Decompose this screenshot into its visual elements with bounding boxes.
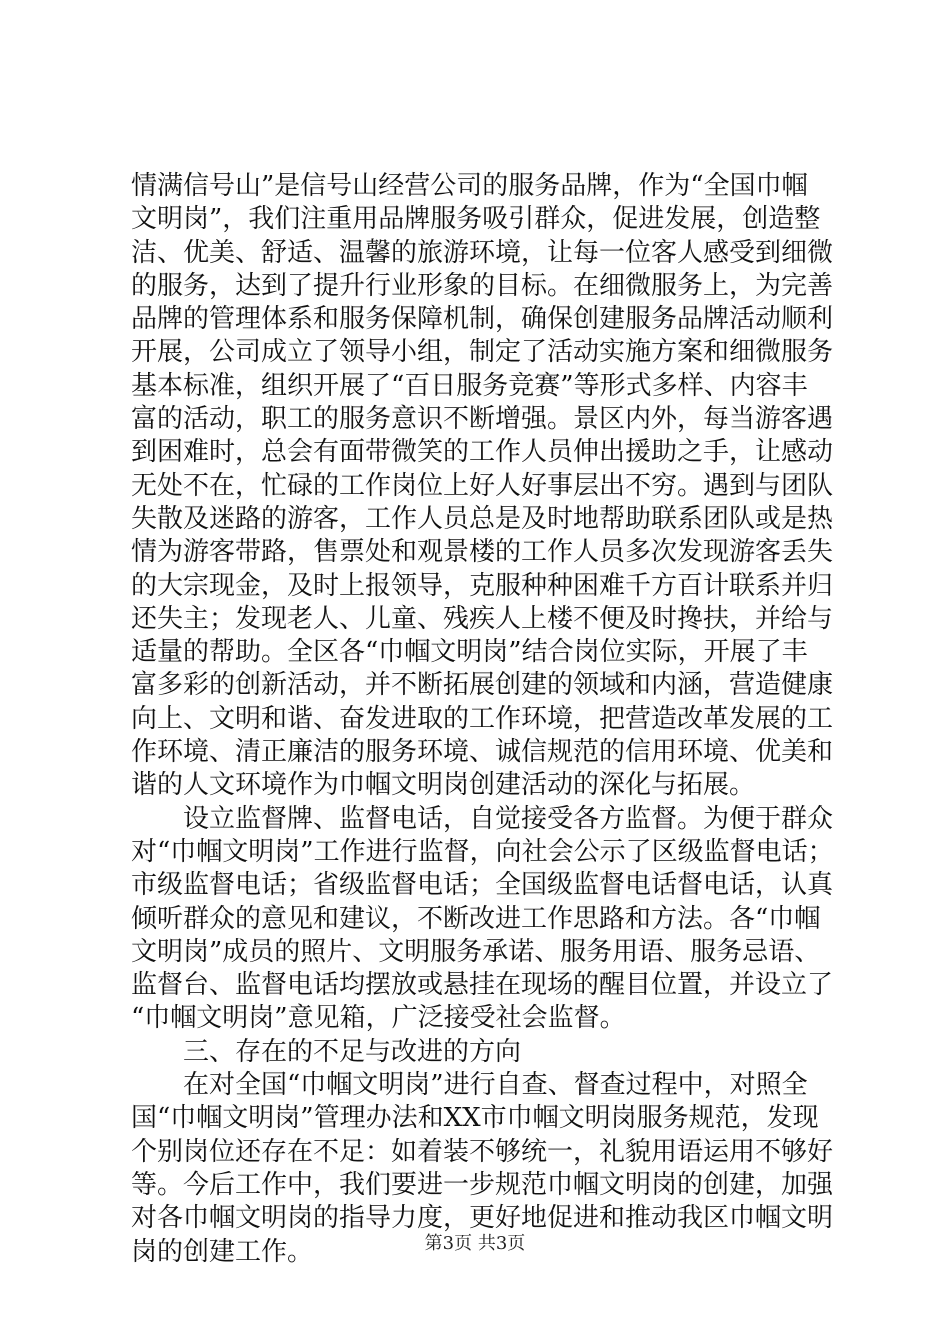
text-line: 对“巾帼文明岗”工作进行监督，向社会公示了区级监督电话； bbox=[131, 836, 834, 867]
text-line: 倾听群众的意见和建议，不断改进工作思路和方法。各“巾帼 bbox=[131, 903, 821, 934]
text-line: 开展，公司成立了领导小组，制定了活动实施方案和细微服务 bbox=[131, 337, 834, 368]
section-heading: 三、存在的不足与改进的方向 bbox=[183, 1036, 522, 1067]
text-line: 情满信号山”是信号山经营公司的服务品牌，作为“全国巾帼 bbox=[131, 171, 808, 201]
text-line: 还失主；发现老人、儿童、残疾人上楼不便及时搀扶，并给与 bbox=[131, 603, 834, 634]
page-footer bbox=[0, 1232, 950, 1256]
text-line: 基本标准，组织开展了“百日服务竞赛”等形式多样、内容丰 bbox=[131, 370, 808, 401]
text-line: 监督台、监督电话均摆放或悬挂在现场的醒目位置，并设立了 bbox=[131, 970, 834, 1001]
text-line: 无处不在，忙碌的工作岗位上好人好事层出不穷。遇到与团队 bbox=[131, 470, 834, 501]
text-line: 失散及迷路的游客，工作人员总是及时地帮助联系团队或是热 bbox=[131, 503, 834, 534]
text-line: 谐的人文环境作为巾帼文明岗创建活动的深化与拓展。 bbox=[131, 770, 756, 801]
paragraph-start-line: 设立监督牌、监督电话，自觉接受各方监督。为便于群众 bbox=[183, 803, 834, 834]
text-line: 洁、优美、舒适、温馨的旅游环境，让每一位客人感受到细微 bbox=[131, 237, 834, 268]
page-number-label: 第3页 共3页 bbox=[424, 1233, 526, 1254]
text-line: 情为游客带路，售票处和观景楼的工作人员多次发现游客丢失 bbox=[131, 537, 834, 568]
text-line: 的服务，达到了提升行业形象的目标。在细微服务上，为完善 bbox=[131, 270, 834, 301]
text-line: 富多彩的创新活动，并不断拓展创建的领域和内涵，营造健康 bbox=[131, 670, 834, 701]
text-line: “巾帼文明岗”意见箱，广泛接受社会监督。 bbox=[131, 1003, 626, 1034]
text-line: 适量的帮助。全区各“巾帼文明岗”结合岗位实际，开展了丰 bbox=[131, 637, 808, 668]
text-line: 到困难时，总会有面带微笑的工作人员伸出援助之手，让感动 bbox=[131, 437, 834, 468]
paragraph-start-line: 在对全国“巾帼文明岗”进行自查、督查过程中，对照全 bbox=[183, 1070, 808, 1101]
text-line: 品牌的管理体系和服务保障机制，确保创建服务品牌活动顺利 bbox=[131, 304, 834, 335]
text-line: 市级监督电话；省级监督电话；全国级监督电话督电话，认真 bbox=[131, 870, 834, 901]
text-line: 岗的创建工作。 bbox=[131, 1236, 314, 1267]
text-line: 向上、文明和谐、奋发进取的工作环境，把营造改革发展的工 bbox=[131, 703, 834, 734]
text-line: 个别岗位还存在不足：如着装不够统一，礼貌用语运用不够好 bbox=[131, 1136, 834, 1167]
text-line: 作环境、清正廉洁的服务环境、诚信规范的信用环境、优美和 bbox=[131, 737, 834, 768]
text-line: 富的活动，职工的服务意识不断增强。景区内外，每当游客遇 bbox=[131, 404, 834, 435]
text-line: 对各巾帼文明岗的指导力度，更好地促进和推动我区巾帼文明 bbox=[131, 1203, 834, 1234]
document-body bbox=[131, 170, 834, 1269]
text-line: 等。今后工作中，我们要进一步规范巾帼文明岗的创建，加强 bbox=[131, 1169, 834, 1200]
text-line: 文明岗”成员的照片、文明服务承诺、服务用语、服务忌语、 bbox=[131, 936, 821, 967]
text-line: 文明岗”，我们注重用品牌服务吸引群众，促进发展，创造整 bbox=[131, 204, 821, 235]
text-line: 的大宗现金，及时上报领导，克服种种困难千方百计联系并归 bbox=[131, 570, 834, 601]
text-line: 国“巾帼文明岗”管理办法和XX市巾帼文明岗服务规范，发现 bbox=[131, 1103, 819, 1134]
